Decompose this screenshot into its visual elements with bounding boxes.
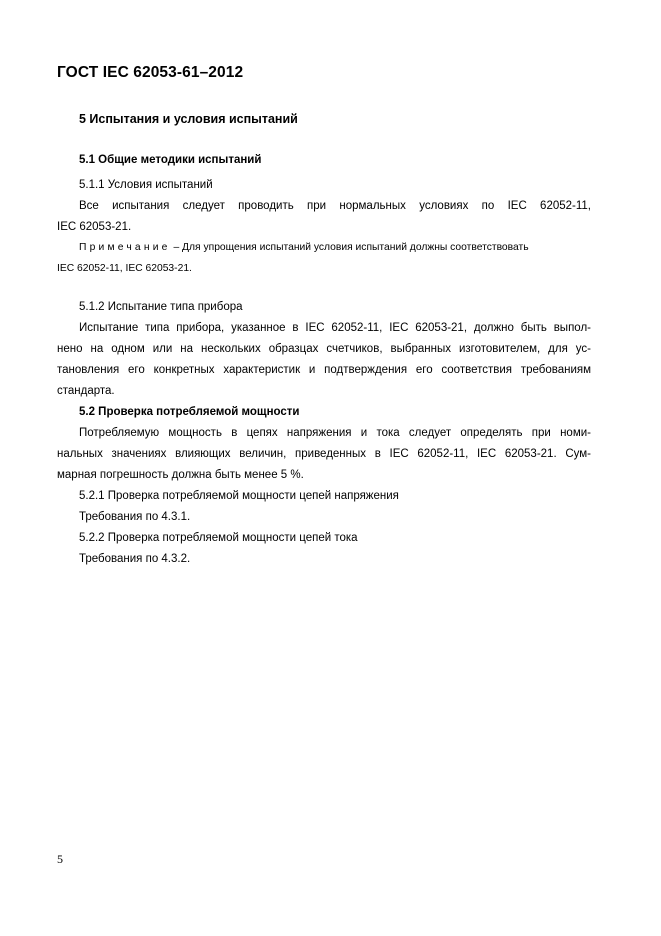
paragraph-5-2-line2: нальных значениях влияющих величин, приведенных в IEC 62052-11, IEC 62053-21. Сум-: [57, 448, 591, 460]
paragraph-5-1-1-line2: IEC 62053-21.: [57, 221, 132, 233]
section-5-1-1-heading: 5.1.1 Условия испытаний: [79, 179, 213, 191]
note-line2: IEC 62052-11, IEC 62053-21.: [57, 263, 192, 274]
note-label: Примечание: [79, 242, 171, 253]
section-5-1-heading: 5.1 Общие методики испытаний: [79, 154, 262, 166]
section-5-2-1-requirements: Требования по 4.3.1.: [79, 511, 191, 523]
note-text: – Для упрощения испытаний условия испытаний должны соответствовать: [170, 242, 529, 253]
paragraph-5-1-2-line1: Испытание типа прибора, указанное в IEC 62052-11, IEC 62053-21, должно быть выпол-: [79, 322, 591, 334]
section-5-1-2-heading: 5.1.2 Испытание типа прибора: [79, 301, 243, 313]
document-code: ГОСТ IEC 62053-61–2012: [57, 64, 244, 81]
section-5-heading: 5 Испытания и условия испытаний: [79, 112, 298, 126]
paragraph-5-1-2-line2: нено на одном или на нескольких образцах счетчиков, выбранных изготовителем, для ус-: [57, 343, 591, 355]
paragraph-5-1-2-line3: тановления его конкретных характеристик и подтверждения его соответствия требованиям: [57, 364, 591, 376]
section-5-2-2-heading: 5.2.2 Проверка потребляемой мощности цепей тока: [79, 532, 358, 544]
paragraph-5-1-2-line4: стандарта.: [57, 385, 115, 397]
section-5-2-2-requirements: Требования по 4.3.2.: [79, 553, 191, 565]
paragraph-5-2-line1: Потребляемую мощность в цепях напряжения и тока следует определять при номи-: [79, 427, 591, 439]
section-5-2-heading: 5.2 Проверка потребляемой мощности: [79, 406, 300, 418]
page-number: 5: [57, 852, 63, 866]
paragraph-5-2-line3: марная погрешность должна быть менее 5 %.: [57, 469, 304, 481]
paragraph-5-1-1-line1: Все испытания следует проводить при нормальных условиях по IEC 62052-11,: [79, 200, 591, 212]
note-line1: [79, 241, 529, 254]
section-5-2-1-heading: 5.2.1 Проверка потребляемой мощности цепей напряжения: [79, 490, 399, 502]
